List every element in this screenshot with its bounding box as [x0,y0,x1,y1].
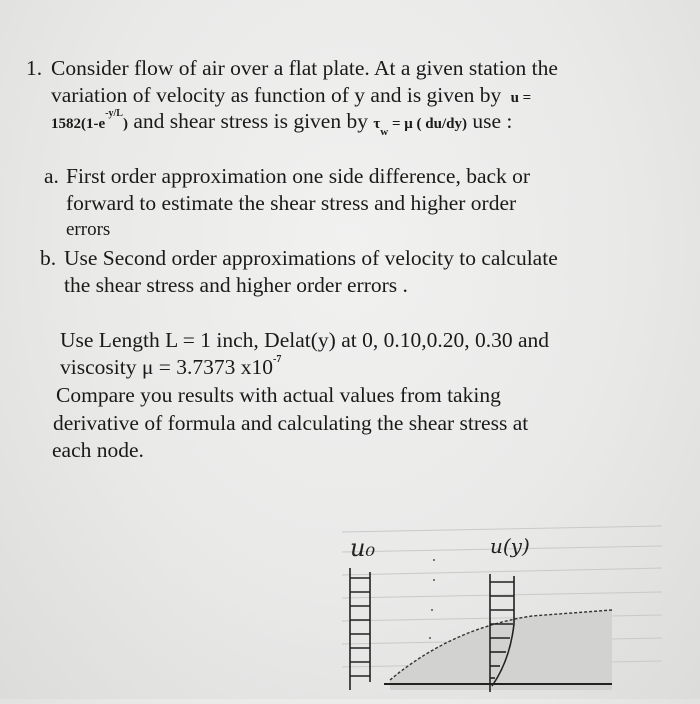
u0-profile [350,568,370,690]
part-a-label: a. [44,164,59,188]
velocity-formula: $1582(1-e^{-y/L})$ [51,108,128,132]
use-text: use : [472,109,513,133]
problem-line-3 [51,108,513,138]
viscosity-exponent: -7 [272,354,282,365]
shear-stress-text: and shear stress is given by [133,109,368,133]
given-line-2: viscosity μ = 3.7373 $x10^{-7}$ [60,354,282,379]
part-b-line-1: Use Second order approximations of velocity to calculate [64,246,558,270]
part-a-line-2: forward to estimate the shear stress and higher order [66,191,517,215]
part-a-line-3: errors [66,219,111,240]
formula-exponent: -y/L [105,108,123,119]
given-line-4: derivative of formula and calculating the shear stress at [53,411,529,435]
label-u0: u₀ [350,534,376,562]
label-uy: u(y) [490,534,530,558]
problem-line-2-text: variation of velocity as function of y and is given by [51,83,502,107]
part-b-label: b. [40,246,57,270]
problem-line-2 [51,85,531,107]
given-line-3: Compare you results with actual values from taking [56,383,501,407]
part-b-line-2: the shear stress and higher order errors . [64,273,408,297]
shear-stress-formula: $\tau_w = \mu$ ( du/dy) [373,116,467,138]
boundary-layer-figure [342,520,662,699]
part-a-line-1: First order approximation one side difference, back or [66,164,531,188]
given-line-5: each node. [52,438,144,462]
given-line-1: Use Length L = 1 inch, Delat(y) at 0, 0.10,0.20, 0.30 and [60,328,549,352]
dotted-guide [429,559,435,639]
velocity-symbol: u = [510,90,532,106]
problem-number: 1. [26,56,43,80]
problem-line-1: Consider flow of air over a flat plate. At a given station the [51,56,558,80]
